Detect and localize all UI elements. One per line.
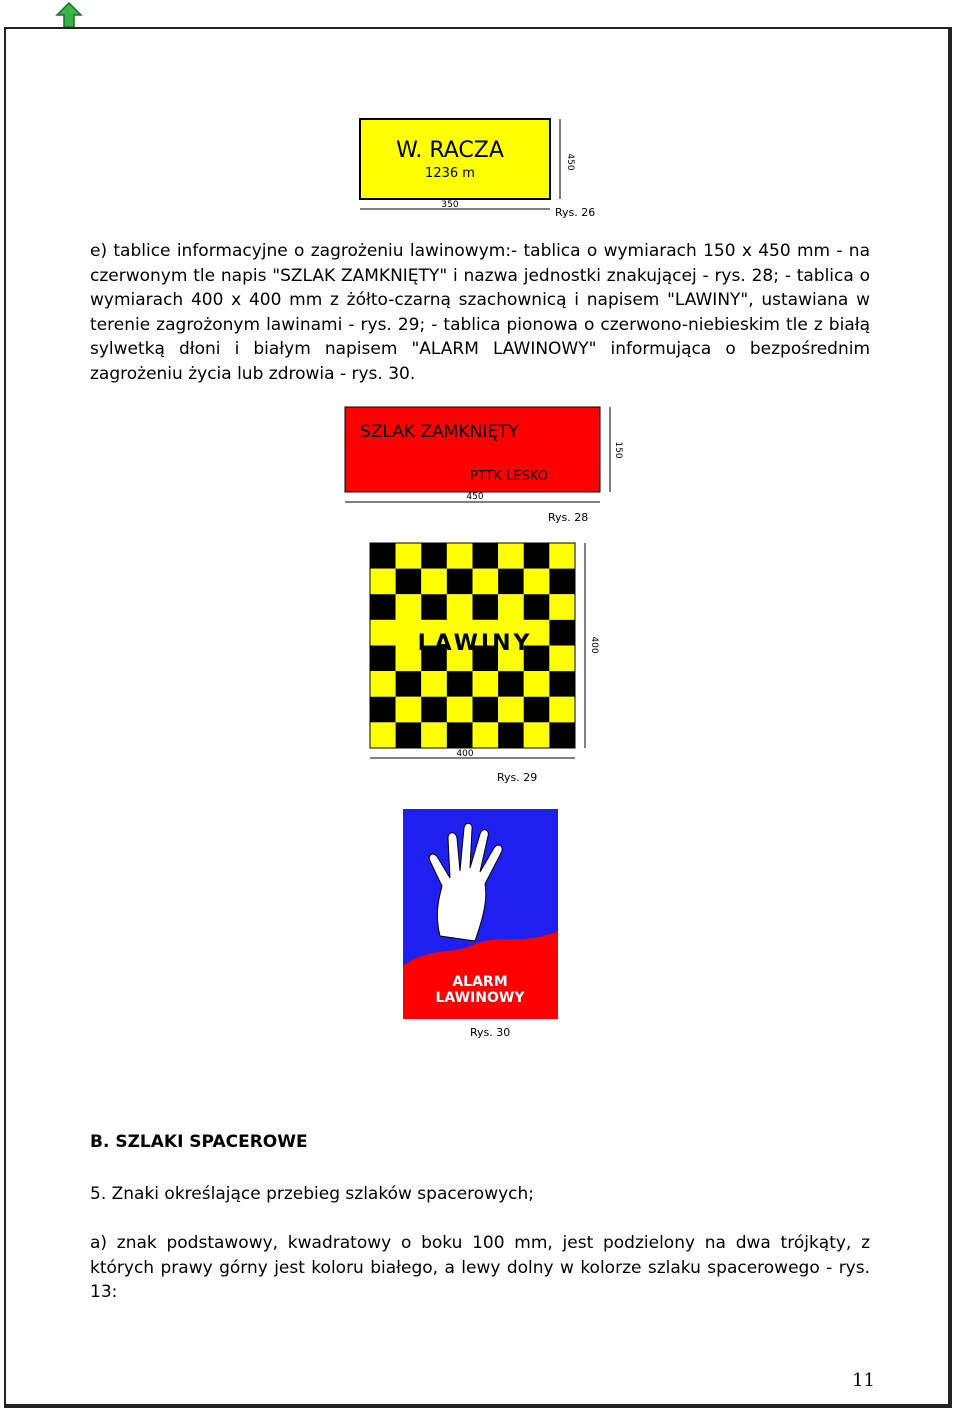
- checker-square: [421, 697, 447, 723]
- checker-square: [524, 594, 550, 620]
- checker-square: [549, 722, 575, 748]
- checker-square: [370, 569, 396, 595]
- figure30-caption: Rys. 30: [470, 1026, 511, 1039]
- checker-square: [370, 646, 396, 672]
- checker-square: [447, 697, 473, 723]
- figure28-caption: Rys. 28: [548, 511, 589, 524]
- checker-square: [498, 594, 524, 620]
- figure30-line1: ALARM: [452, 974, 508, 990]
- checker-square: [421, 594, 447, 620]
- checker-square: [473, 722, 499, 748]
- checker-square: [396, 569, 422, 595]
- checker-square: [473, 697, 499, 723]
- paragraph-e: e) tablice informacyjne o zagrożeniu lawinowym:- tablica o wymiarach 150 x 450 mm - na czerwonym tle napis "SZLAK ZAMKNIĘTY" i nazwa jednostki znakującej - rys. 28; - tablica o wymiarach 400 x 400 mm z żółto-czarną szachownicą i napisem "LAWINY", ustawiana w terenie zagrożonym lawinami - rys. 29; - tablica pionowa o czerwono-niebieskim tle z białą sylwetką dłoni i białym napisem "ALARM LAWINOWY" informująca o bezpośrednim zagrożeniu życia lub zdrowia - rys. 30.: [90, 241, 870, 384]
- checker-square: [498, 569, 524, 595]
- checker-square: [421, 722, 447, 748]
- point-a: a) znak podstawowy, kwadratowy o boku 100 mm, jest podzielony na dwa trójkąty, z których prawy górny jest koloru białego, a lewy dolny w kolorze szlaku spacerowego - rys. 13:: [90, 1233, 870, 1302]
- checker-square: [370, 594, 396, 620]
- checker-square: [473, 543, 499, 569]
- figure29-title: LAWINY: [417, 631, 533, 656]
- page-number: 11: [852, 1370, 875, 1391]
- checker-square: [396, 543, 422, 569]
- home-arrow-icon[interactable]: [55, 2, 83, 28]
- checker-square: [447, 594, 473, 620]
- checker-square: [396, 697, 422, 723]
- checker-square: [421, 543, 447, 569]
- checker-square: [473, 671, 499, 697]
- figure29-caption: Rys. 29: [497, 771, 538, 784]
- checker-square: [447, 543, 473, 569]
- checker-square: [498, 671, 524, 697]
- checker-square: [498, 722, 524, 748]
- checker-square: [549, 569, 575, 595]
- checker-square: [396, 594, 422, 620]
- figure28-subtitle: PTTK LESKO: [470, 469, 548, 484]
- figure28-title: SZLAK ZAMKNIĘTY: [360, 422, 519, 442]
- checker-square: [549, 671, 575, 697]
- figure28-width: 450: [466, 492, 484, 502]
- checker-square: [498, 543, 524, 569]
- checker-square: [549, 594, 575, 620]
- figure-26: [355, 112, 605, 222]
- checker-square: [370, 722, 396, 748]
- checker-square: [370, 543, 396, 569]
- figure-30: [400, 806, 570, 1041]
- checker-square: [498, 697, 524, 723]
- section-heading: B. SZLAKI SPACEROWE: [90, 1132, 308, 1152]
- checker-square: [549, 697, 575, 723]
- figure26-title: W. RACZA: [396, 138, 504, 163]
- figure26-height: 450: [565, 153, 575, 171]
- checker-square: [447, 569, 473, 595]
- checker-square: [524, 697, 550, 723]
- figure28-height: 150: [613, 441, 623, 459]
- checker-square: [370, 697, 396, 723]
- checker-square: [396, 722, 422, 748]
- checker-square: [447, 722, 473, 748]
- figure26-width: 350: [441, 200, 459, 210]
- checker-square: [447, 671, 473, 697]
- checker-square: [421, 671, 447, 697]
- checker-square: [524, 569, 550, 595]
- figure30-line2: LAWINOWY: [435, 990, 525, 1006]
- checker-square: [370, 620, 396, 646]
- figure-28: [340, 402, 630, 527]
- figure26-caption: Rys. 26: [555, 206, 596, 219]
- checker-square: [473, 569, 499, 595]
- checker-square: [524, 671, 550, 697]
- checker-square: [524, 722, 550, 748]
- checker-square: [549, 646, 575, 672]
- checker-square: [396, 671, 422, 697]
- figure-29: [365, 538, 605, 788]
- checker-square: [549, 620, 575, 646]
- point-5: 5. Znaki określające przebieg szlaków spacerowych;: [90, 1184, 535, 1204]
- figure29-width: 400: [456, 749, 474, 759]
- checker-square: [524, 543, 550, 569]
- checker-square: [370, 671, 396, 697]
- checker-square: [549, 543, 575, 569]
- checker-square: [473, 594, 499, 620]
- figure29-height: 400: [589, 636, 599, 654]
- figure26-subtitle: 1236 m: [425, 166, 475, 181]
- checker-square: [421, 569, 447, 595]
